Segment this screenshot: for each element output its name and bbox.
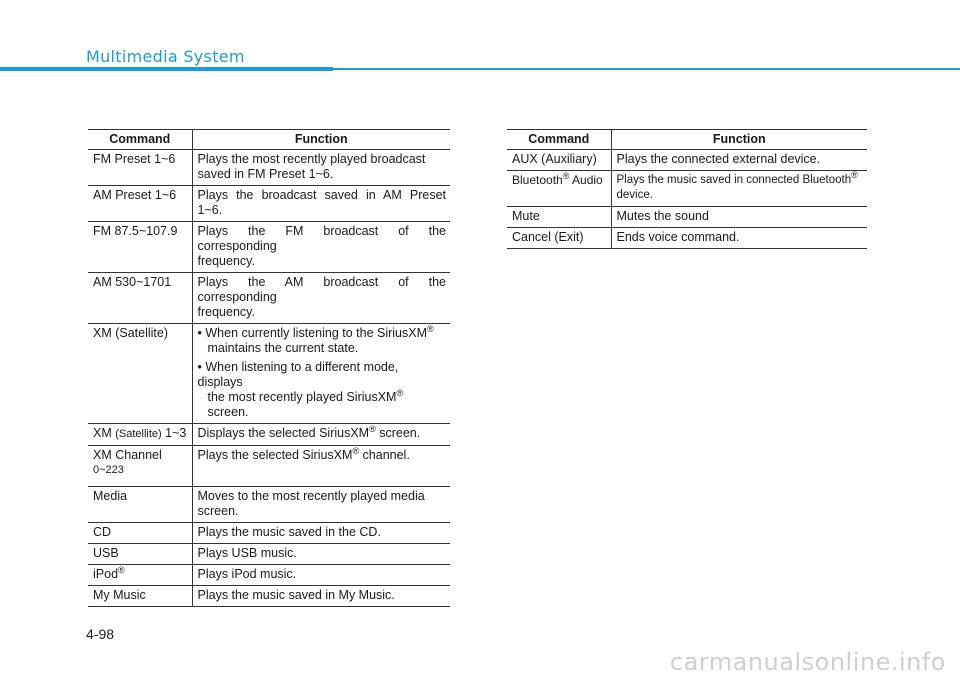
table-row bbox=[88, 487, 450, 523]
command-cell: FM 87.5~107.9 bbox=[88, 222, 192, 273]
function-cell bbox=[192, 150, 450, 186]
command-cell: XM Channel 0~223 bbox=[88, 446, 192, 487]
command-cell: Cancel (Exit) bbox=[507, 228, 611, 249]
function-cell: Displays the selected SiriusXM® screen. bbox=[192, 424, 450, 446]
function-text: frequency. bbox=[197, 254, 255, 268]
function-cell bbox=[192, 324, 450, 424]
table-row bbox=[88, 544, 450, 565]
function-text: frequency. bbox=[197, 305, 255, 319]
command-cell: AM 530~1701 bbox=[88, 273, 192, 324]
page-number: 4-98 bbox=[86, 626, 115, 642]
function-cell: Plays USB music. bbox=[192, 544, 450, 565]
voice-command-table-right bbox=[507, 129, 867, 249]
function-text: saved in FM Preset 1~6. bbox=[197, 167, 334, 181]
function-cell: Plays the broadcast saved in AM Preset 1~6. bbox=[192, 186, 450, 222]
table-row bbox=[88, 186, 450, 222]
function-cell: Ends voice command. bbox=[611, 228, 867, 249]
table-row bbox=[88, 523, 450, 544]
column-header-command: Command bbox=[88, 130, 192, 150]
function-cell: Plays the music saved in connected Bluetooth® device. bbox=[611, 171, 867, 207]
table-row bbox=[507, 150, 867, 171]
function-text: screen. bbox=[197, 504, 239, 518]
voice-command-table-left bbox=[88, 129, 450, 607]
table-row bbox=[88, 446, 450, 487]
header-bar-thick bbox=[0, 67, 333, 71]
function-text: Moves to the most recently played media bbox=[197, 489, 425, 503]
command-cell: Mute bbox=[507, 207, 611, 228]
command-cell: iPod® bbox=[88, 565, 192, 586]
section-title: Multimedia System bbox=[86, 47, 245, 66]
function-cell: Plays the selected SiriusXM® channel. bbox=[192, 446, 450, 487]
watermark-text: carmanualsonline.info bbox=[669, 648, 946, 676]
function-cell: Plays iPod music. bbox=[192, 565, 450, 586]
command-cell: My Music bbox=[88, 586, 192, 607]
function-cell bbox=[192, 273, 450, 324]
table-row bbox=[507, 207, 867, 228]
command-cell: USB bbox=[88, 544, 192, 565]
bullet-text: the most recently played SiriusXM® screen. bbox=[207, 387, 404, 419]
column-header-function: Function bbox=[192, 130, 450, 150]
function-cell: Plays the music saved in the CD. bbox=[192, 523, 450, 544]
command-cell: Bluetooth® Audio bbox=[507, 171, 611, 207]
function-cell bbox=[192, 222, 450, 273]
table-header-row bbox=[88, 130, 450, 150]
command-cell: AM Preset 1~6 bbox=[88, 186, 192, 222]
header-bar-thin bbox=[333, 68, 960, 70]
command-cell: XM (Satellite) 1~3 bbox=[88, 424, 192, 446]
function-cell: Plays the music saved in My Music. bbox=[192, 586, 450, 607]
function-text: Plays the AM broadcast of the corresponding bbox=[197, 275, 446, 304]
function-cell bbox=[192, 487, 450, 523]
command-cell: Media bbox=[88, 487, 192, 523]
command-cell: AUX (Auxiliary) bbox=[507, 150, 611, 171]
function-text: Plays the FM broadcast of the corresponding bbox=[197, 224, 446, 253]
table-row bbox=[88, 565, 450, 586]
function-cell: Mutes the sound bbox=[611, 207, 867, 228]
bullet-text: maintains the current state. bbox=[207, 341, 359, 355]
table-row bbox=[88, 222, 450, 273]
table-row bbox=[507, 228, 867, 249]
bullet-icon: • bbox=[197, 326, 202, 340]
column-header-command: Command bbox=[507, 130, 611, 150]
table-row bbox=[88, 273, 450, 324]
table-row bbox=[88, 424, 450, 446]
table-row bbox=[88, 150, 450, 186]
bullet-item: • When currently listening to the SiriusXM® bbox=[197, 323, 434, 340]
table-row bbox=[88, 586, 450, 607]
function-text: Plays the most recently played broadcast bbox=[197, 152, 426, 166]
command-cell: CD bbox=[88, 523, 192, 544]
table-header-row bbox=[507, 130, 867, 150]
bullet-icon: • bbox=[197, 360, 202, 374]
command-cell: FM Preset 1~6 bbox=[88, 150, 192, 186]
function-cell: Plays the connected external device. bbox=[611, 150, 867, 171]
table-row bbox=[88, 324, 450, 424]
column-header-function: Function bbox=[611, 130, 867, 150]
bullet-item: • When listening to a different mode, displays bbox=[197, 360, 399, 389]
command-cell: XM (Satellite) bbox=[88, 324, 192, 424]
table-row bbox=[507, 171, 867, 207]
